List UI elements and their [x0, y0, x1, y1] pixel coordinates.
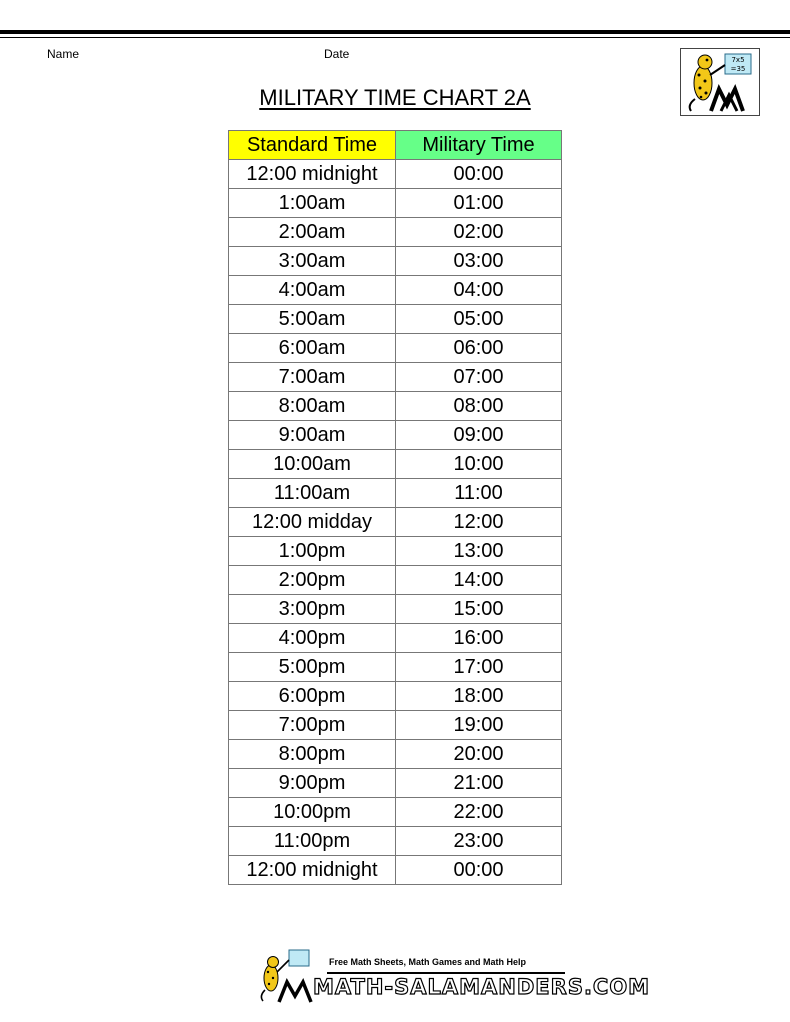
standard-time-cell: 6:00pm: [229, 682, 396, 711]
top-rule-thick: [0, 30, 790, 34]
military-time-cell: 17:00: [396, 653, 562, 682]
standard-time-cell: 2:00pm: [229, 566, 396, 595]
table-row: [229, 769, 562, 798]
standard-time-cell: 6:00am: [229, 334, 396, 363]
military-time-cell: 12:00: [396, 508, 562, 537]
table-row: [229, 856, 562, 885]
header-standard-time: Standard Time: [229, 131, 396, 160]
military-time-cell: 18:00: [396, 682, 562, 711]
table-header-row: [229, 131, 562, 160]
table-row: [229, 305, 562, 334]
standard-time-cell: 11:00pm: [229, 827, 396, 856]
salamander-logo: [680, 48, 760, 116]
standard-time-cell: 8:00am: [229, 392, 396, 421]
table-row: [229, 537, 562, 566]
military-time-cell: 06:00: [396, 334, 562, 363]
footer-logo: [255, 948, 651, 1004]
military-time-cell: 04:00: [396, 276, 562, 305]
standard-time-cell: 4:00am: [229, 276, 396, 305]
logo-board-line2: =35: [730, 65, 746, 73]
table-row: [229, 189, 562, 218]
header-military-time: Military Time: [396, 131, 562, 160]
standard-time-cell: 11:00am: [229, 479, 396, 508]
standard-time-cell: 2:00am: [229, 218, 396, 247]
military-time-cell: 10:00: [396, 450, 562, 479]
table-row: [229, 595, 562, 624]
military-time-cell: 15:00: [396, 595, 562, 624]
footer-divider: [327, 972, 565, 974]
standard-time-cell: 12:00 midnight: [229, 856, 396, 885]
military-time-cell: 22:00: [396, 798, 562, 827]
military-time-cell: 07:00: [396, 363, 562, 392]
military-time-cell: 11:00: [396, 479, 562, 508]
table-row: [229, 566, 562, 595]
standard-time-cell: 3:00pm: [229, 595, 396, 624]
standard-time-cell: 1:00am: [229, 189, 396, 218]
standard-time-cell: 4:00pm: [229, 624, 396, 653]
footer-tagline: Free Math Sheets, Math Games and Math Help: [329, 957, 527, 967]
table-row: [229, 827, 562, 856]
standard-time-cell: 7:00am: [229, 363, 396, 392]
military-time-cell: 23:00: [396, 827, 562, 856]
standard-time-cell: 10:00am: [229, 450, 396, 479]
standard-time-cell: 5:00am: [229, 305, 396, 334]
military-time-cell: 13:00: [396, 537, 562, 566]
footer-site-name: MATH-SALAMANDERS.COM: [313, 975, 651, 999]
table-row: [229, 798, 562, 827]
standard-time-cell: 1:00pm: [229, 537, 396, 566]
military-time-cell: 16:00: [396, 624, 562, 653]
standard-time-cell: 7:00pm: [229, 711, 396, 740]
table-row: [229, 624, 562, 653]
standard-time-cell: 12:00 midnight: [229, 160, 396, 189]
military-time-cell: 08:00: [396, 392, 562, 421]
standard-time-cell: 12:00 midday: [229, 508, 396, 537]
military-time-cell: 14:00: [396, 566, 562, 595]
table-row: [229, 740, 562, 769]
standard-time-cell: 10:00pm: [229, 798, 396, 827]
table-row: [229, 421, 562, 450]
military-time-cell: 00:00: [396, 856, 562, 885]
table-row: [229, 276, 562, 305]
standard-time-cell: 8:00pm: [229, 740, 396, 769]
salamander-logo-icon: [681, 49, 759, 115]
standard-time-cell: 9:00pm: [229, 769, 396, 798]
table-row: [229, 160, 562, 189]
table-row: [229, 392, 562, 421]
standard-time-cell: 3:00am: [229, 247, 396, 276]
military-time-cell: 05:00: [396, 305, 562, 334]
table-row: [229, 479, 562, 508]
military-time-table: [228, 130, 562, 885]
table-row: [229, 450, 562, 479]
table-row: [229, 218, 562, 247]
standard-time-cell: 9:00am: [229, 421, 396, 450]
military-time-cell: 09:00: [396, 421, 562, 450]
military-time-cell: 03:00: [396, 247, 562, 276]
table-row: [229, 247, 562, 276]
military-time-cell: 01:00: [396, 189, 562, 218]
top-rule-thin: [0, 37, 790, 38]
military-time-cell: 00:00: [396, 160, 562, 189]
table-row: [229, 334, 562, 363]
date-label: Date: [324, 47, 350, 61]
table-row: [229, 508, 562, 537]
name-label: Name: [47, 47, 80, 61]
military-time-cell: 02:00: [396, 218, 562, 247]
table-row: [229, 682, 562, 711]
military-time-cell: 21:00: [396, 769, 562, 798]
page-title: MILITARY TIME CHART 2A: [259, 85, 531, 110]
table-row: [229, 363, 562, 392]
standard-time-cell: 5:00pm: [229, 653, 396, 682]
logo-board-line1: 7x5: [731, 56, 745, 64]
table-row: [229, 653, 562, 682]
military-time-cell: 20:00: [396, 740, 562, 769]
table-row: [229, 711, 562, 740]
military-time-cell: 19:00: [396, 711, 562, 740]
